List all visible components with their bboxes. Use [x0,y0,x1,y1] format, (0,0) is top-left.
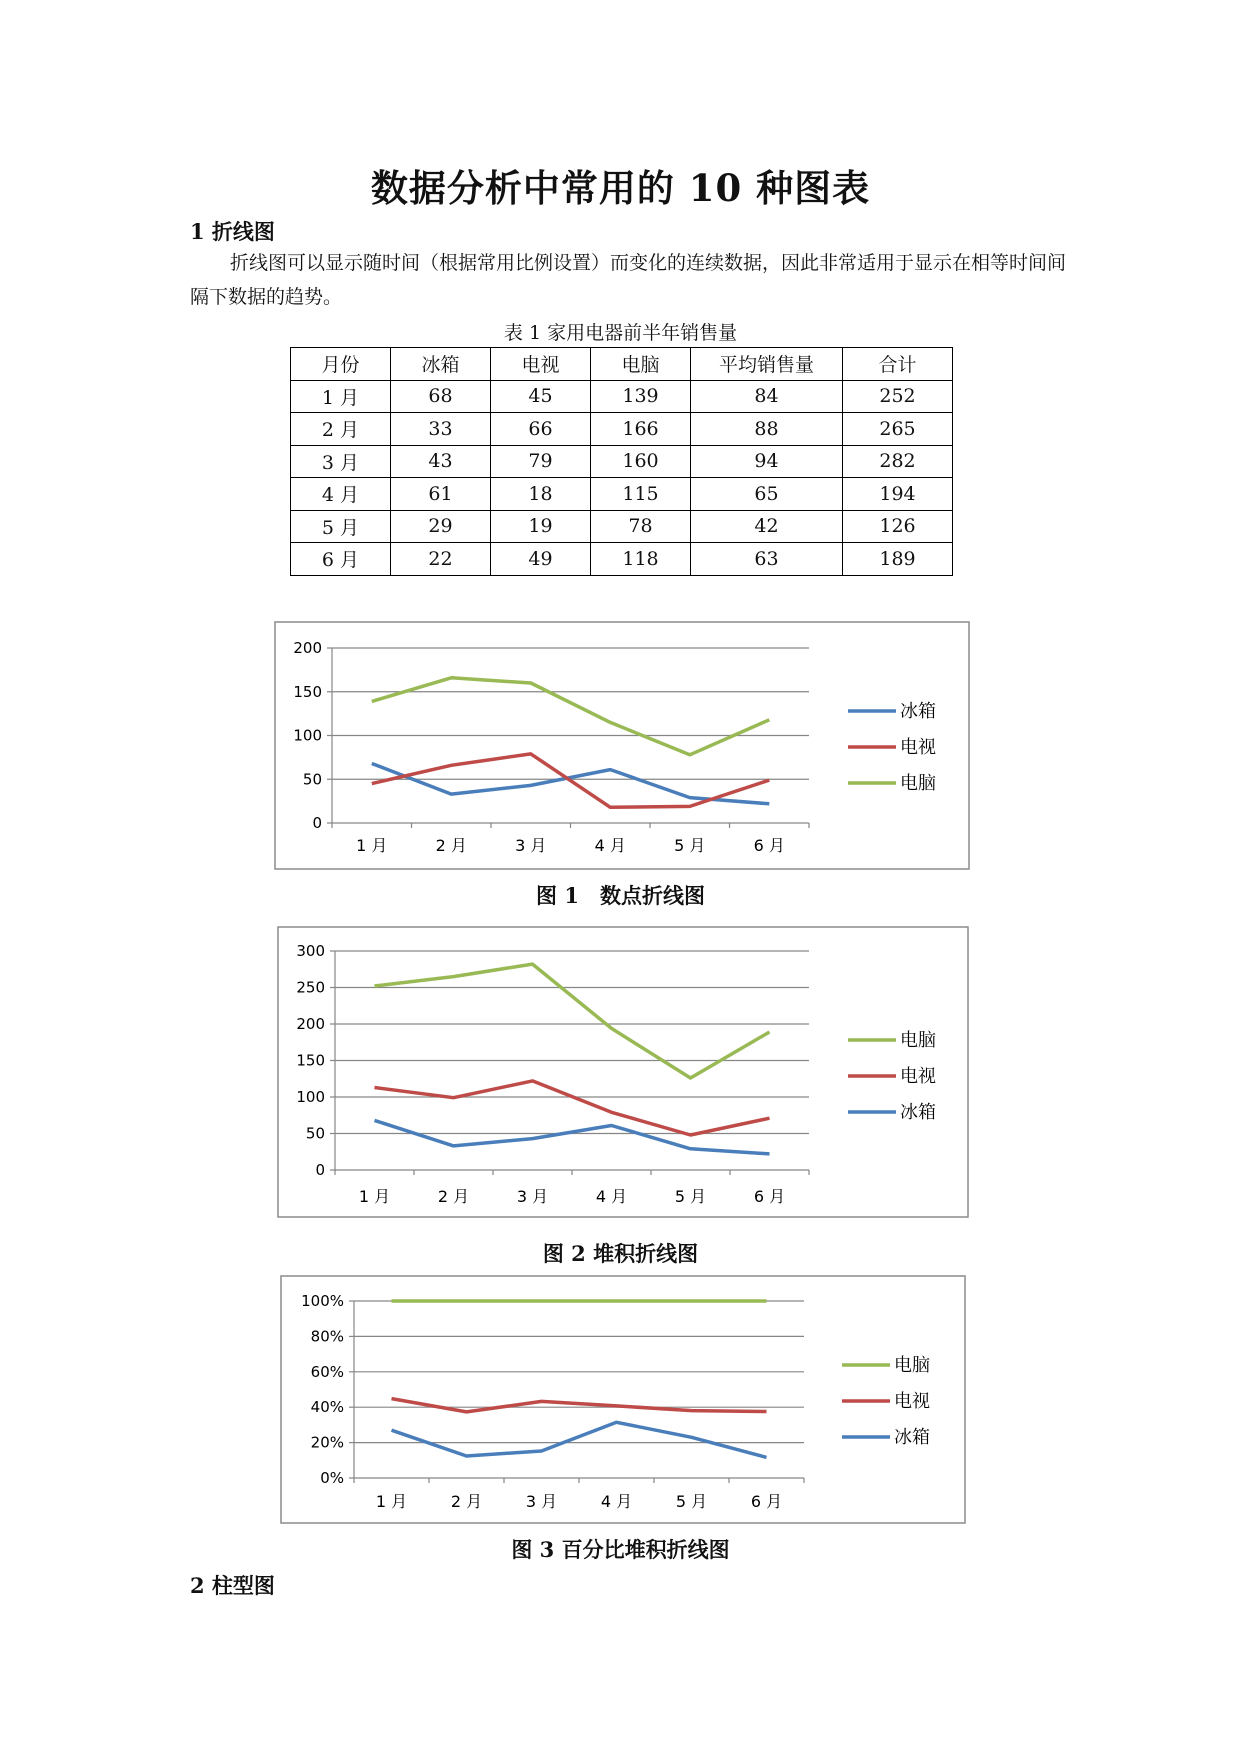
y-tick-label: 60% [310,1362,344,1381]
y-tick-label: 40% [310,1398,344,1417]
x-tick-label: 3 月 [525,1492,558,1511]
table-cell: 4 月 [291,478,391,511]
table-cell: 42 [691,510,843,543]
column-header: 电视 [491,348,591,381]
table-cell: 78 [591,510,691,543]
y-tick-label: 100% [301,1292,344,1310]
legend-label: 电视 [894,1391,930,1412]
y-tick-label: 300 [296,942,325,960]
x-tick-label: 2 月 [435,836,467,855]
y-tick-label: 150 [296,1051,325,1070]
table-cell: 63 [691,543,843,576]
table-cell: 79 [491,445,591,478]
section-paragraph: 折线图可以显示随时间（根据常用比例设置）而变化的连续数据，因此非常适用于显示在相等时间间隔下数据的趋势。 [190,252,1067,308]
table-row [291,380,953,413]
table-cell: 139 [591,380,691,413]
table-cell: 22 [391,543,491,576]
x-tick-label: 1 月 [375,1492,408,1511]
table-cell: 65 [691,478,843,511]
legend-label: 电脑 [894,1355,930,1376]
legend-label: 冰箱 [894,1427,930,1448]
y-tick-label: 0 [312,814,322,832]
column-header: 月份 [291,348,391,381]
x-tick-label: 6 月 [753,1187,786,1206]
y-tick-label: 80% [310,1327,344,1346]
table-row [291,543,953,576]
legend-label: 冰箱 [900,1102,936,1123]
table-cell: 115 [591,478,691,511]
column-header: 平均销售量 [691,348,843,381]
table-header-row [291,348,953,381]
table-cell: 2 月 [291,413,391,446]
table-cell: 33 [391,413,491,446]
table-cell: 265 [843,413,953,446]
legend-label: 电脑 [900,773,936,794]
legend-label: 电视 [900,1066,936,1087]
y-tick-label: 50 [305,1124,325,1143]
table-caption: 表 1 家用电器前半年销售量 [503,322,738,344]
x-tick-label: 5 月 [675,1492,708,1511]
table-cell: 5 月 [291,510,391,543]
table-cell: 29 [391,510,491,543]
y-tick-label: 100 [293,726,322,745]
table-cell: 3 月 [291,445,391,478]
table-cell: 160 [591,445,691,478]
section-heading-line-chart: 1 折线图 [190,219,275,244]
legend-label: 电视 [900,737,936,758]
table-cell: 194 [843,478,953,511]
table-cell: 19 [491,510,591,543]
table-cell: 18 [491,478,591,511]
legend-label: 冰箱 [900,701,936,722]
table-cell: 189 [843,543,953,576]
column-header: 电脑 [591,348,691,381]
table-cell: 66 [491,413,591,446]
x-tick-label: 1 月 [356,836,388,855]
y-tick-label: 150 [293,682,322,701]
page-title: 数据分析中常用的 10 种图表 [370,166,871,210]
table-cell: 84 [691,380,843,413]
line-chart [274,621,970,870]
table-cell: 1 月 [291,380,391,413]
table-row [291,510,953,543]
y-tick-label: 250 [296,978,325,997]
x-tick-label: 6 月 [750,1492,783,1511]
table-cell: 6 月 [291,543,391,576]
table-cell: 166 [591,413,691,446]
table-cell: 94 [691,445,843,478]
figure-caption: 图 1 数点折线图 [536,883,705,908]
x-tick-label: 3 月 [515,836,547,855]
x-tick-label: 1 月 [358,1187,391,1206]
x-tick-label: 3 月 [516,1187,549,1206]
x-tick-label: 2 月 [437,1187,470,1206]
table-cell: 43 [391,445,491,478]
table-row [291,445,953,478]
legend-label: 电脑 [900,1030,936,1051]
column-header: 冰箱 [391,348,491,381]
y-tick-label: 100 [296,1088,325,1106]
section-heading-column-chart: 2 柱型图 [190,1573,275,1598]
table-cell: 88 [691,413,843,446]
y-tick-label: 0% [320,1469,344,1487]
percent-stacked-line-chart [280,1275,966,1524]
figure-caption: 图 3 百分比堆积折线图 [511,1537,730,1562]
table-cell: 126 [843,510,953,543]
table-cell: 49 [491,543,591,576]
sales-table [290,347,953,576]
table-row [291,478,953,511]
figure-caption: 图 2 堆积折线图 [542,1241,699,1266]
table-cell: 118 [591,543,691,576]
table-cell: 252 [843,380,953,413]
table-cell: 61 [391,478,491,511]
x-tick-label: 4 月 [594,836,626,855]
x-tick-label: 4 月 [595,1187,628,1206]
table-row [291,413,953,446]
x-tick-label: 2 月 [450,1492,483,1511]
x-tick-label: 5 月 [674,1187,707,1206]
x-tick-label: 6 月 [753,836,785,855]
y-tick-label: 200 [293,639,322,657]
stacked-line-chart [277,926,969,1218]
x-tick-label: 4 月 [600,1492,633,1511]
chart-frame [278,927,968,1217]
y-tick-label: 20% [310,1433,344,1452]
y-tick-label: 0 [315,1161,325,1179]
y-tick-label: 200 [296,1015,325,1033]
table-cell: 45 [491,380,591,413]
x-tick-label: 5 月 [674,836,706,855]
table-cell: 282 [843,445,953,478]
y-tick-label: 50 [302,770,322,789]
table-cell: 68 [391,380,491,413]
column-header: 合计 [843,348,953,381]
